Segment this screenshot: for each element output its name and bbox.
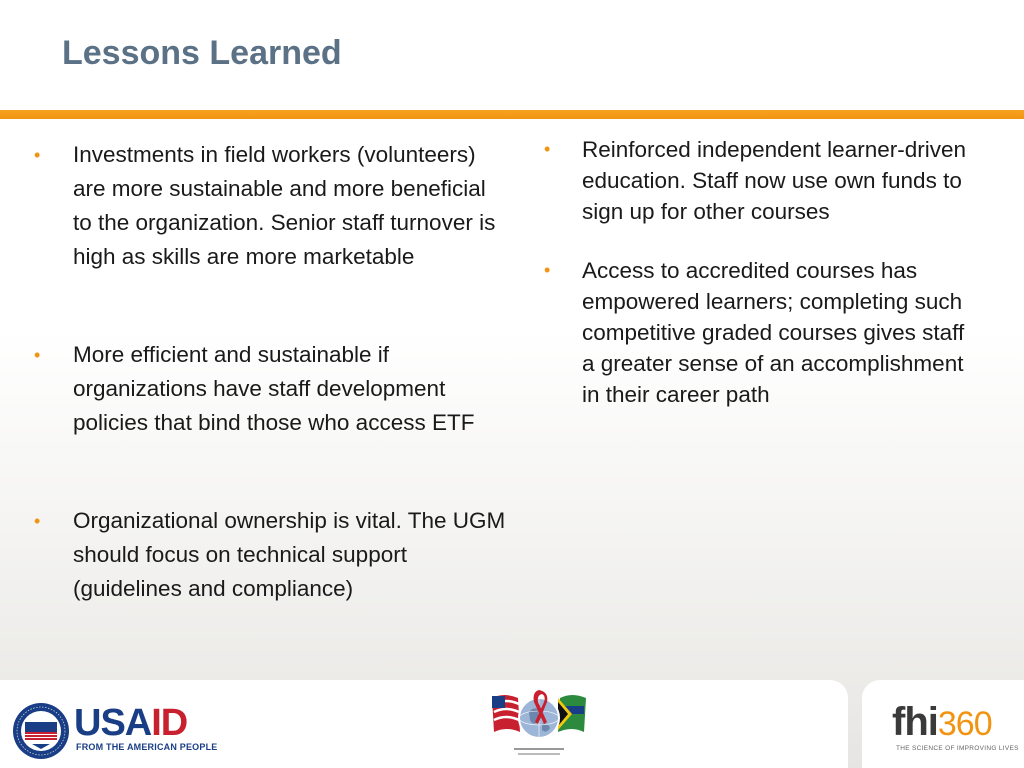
partnership-emblem-icon (488, 684, 590, 764)
bullet-icon: • (544, 139, 551, 159)
list-item (540, 255, 980, 410)
usaid-word-part1: USA (74, 702, 152, 744)
usaid-seal-icon (12, 702, 70, 760)
bullet-icon: • (34, 145, 41, 165)
fhi-word-part1: fhi (892, 700, 938, 744)
bullet-text: Organizational ownership is vital. The UGM should focus on technical support (guidelines and compliance) (73, 508, 506, 601)
usaid-word-part2: ID (151, 702, 188, 744)
right-bullet-list (540, 134, 980, 410)
usaid-logo-wordmark (74, 704, 187, 742)
list-item (30, 338, 510, 440)
bullet-text: Access to accredited courses has empowered learners; completing such competitive graded courses gives staff a greater sense of an accomplishment in their career path (582, 258, 965, 407)
fhi360-logo-wordmark (892, 702, 992, 751)
bullet-text: Investments in field workers (volunteers) are more sustainable and more beneficial to the organization. Senior staff turnover is high as skills are more marketable (73, 142, 496, 269)
title-divider (0, 110, 1024, 119)
bullet-icon: • (34, 511, 41, 531)
bullet-text: More efficient and sustainable if organizations have staff development policies that bind those who access ETF (73, 342, 475, 435)
bullet-text: Reinforced independent learner-driven education. Staff now use own funds to sign up for other courses (582, 137, 966, 224)
slide-title: Lessons Learned (62, 34, 342, 72)
list-item (30, 138, 510, 274)
usaid-tagline: FROM THE AMERICAN PEOPLE (76, 742, 218, 752)
bullet-icon: • (34, 345, 41, 365)
fhi360-tagline: THE SCIENCE OF IMPROVING LIVES (896, 745, 1019, 752)
fhi-word-part2: 360 (937, 705, 992, 743)
bullet-icon: • (544, 260, 551, 280)
left-bullet-list (30, 138, 510, 606)
list-item (540, 134, 980, 227)
list-item (30, 504, 510, 606)
